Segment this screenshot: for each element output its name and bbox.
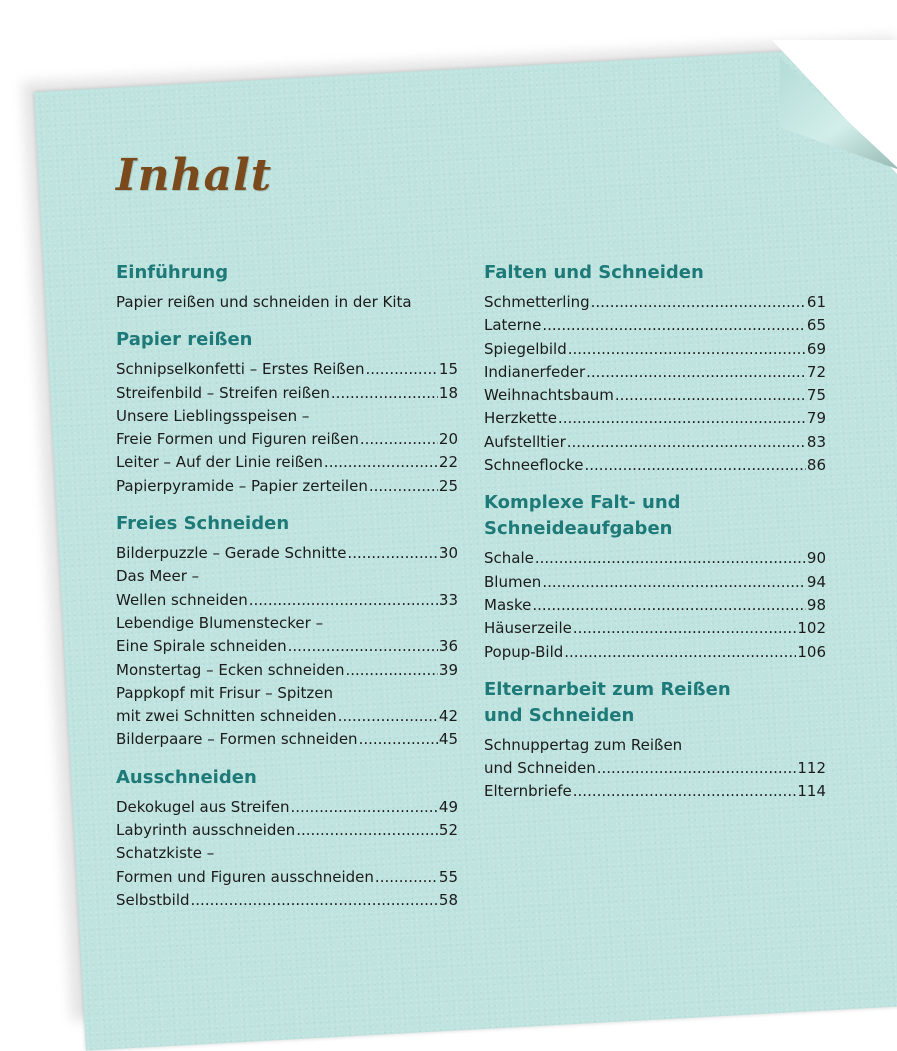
toc-entry[interactable] xyxy=(116,842,458,889)
toc-entry-line xyxy=(116,405,458,428)
section-heading-falten-und-schneiden xyxy=(484,260,826,286)
dot-leader xyxy=(532,594,806,617)
toc-entry-line xyxy=(116,728,458,751)
toc-page-number: 55 xyxy=(438,867,458,886)
section-heading-freies-schneiden xyxy=(116,511,458,537)
toc-entry-line xyxy=(116,589,458,612)
toc-page-number: 98 xyxy=(806,595,826,614)
toc-entry[interactable] xyxy=(116,659,458,682)
toc-page-number: 33 xyxy=(438,590,458,609)
toc-entry-title: Häuserzeile xyxy=(484,619,572,638)
toc-entry[interactable] xyxy=(116,682,458,729)
section-heading-line: Falten und Schneiden xyxy=(484,262,704,283)
dot-leader xyxy=(585,454,806,477)
toc-right-column xyxy=(484,260,826,804)
toc-entry[interactable] xyxy=(484,361,826,384)
toc-entry-title: und Schneiden xyxy=(484,759,596,778)
toc-entry-title: Eine Spirale schneiden xyxy=(116,637,287,656)
toc-entry[interactable] xyxy=(484,780,826,803)
dot-leader xyxy=(564,641,796,664)
toc-entry[interactable] xyxy=(116,542,458,565)
section-heading-line: Papier reißen xyxy=(116,329,253,351)
toc-entry-title: Popup-Bild xyxy=(484,642,564,661)
toc-entry-title: Schatzkiste – xyxy=(116,844,215,863)
toc-entry-line xyxy=(116,796,458,819)
toc-entry[interactable] xyxy=(484,617,826,640)
toc-entry-line xyxy=(484,617,826,640)
toc-entry-line xyxy=(484,594,826,617)
dot-leader xyxy=(375,866,438,889)
toc-entry-line xyxy=(116,565,458,588)
toc-entry[interactable] xyxy=(116,819,458,842)
toc-entry-title: Streifenbild – Streifen reißen xyxy=(116,383,330,402)
toc-entry-line xyxy=(116,635,458,658)
toc-entry-line xyxy=(484,291,826,314)
toc-entry[interactable] xyxy=(116,291,458,314)
toc-entry-title: Leiter – Auf der Linie reißen xyxy=(116,453,323,472)
dot-leader xyxy=(568,338,806,361)
toc-entry-line xyxy=(484,571,826,594)
dot-leader xyxy=(347,542,437,565)
toc-entry-title: Dekokugel aus Streifen xyxy=(116,797,290,816)
section-heading-line: Freies Schneiden xyxy=(116,513,290,535)
toc-entry-title: mit zwei Schnitten schneiden xyxy=(116,707,337,726)
toc-entry[interactable] xyxy=(116,889,458,912)
toc-page-number: 72 xyxy=(806,362,826,381)
toc-entry[interactable] xyxy=(116,475,458,498)
toc-page-number: 45 xyxy=(438,730,458,749)
dot-leader xyxy=(331,382,438,405)
toc-entry-title: Blumen xyxy=(484,572,542,591)
toc-entry[interactable] xyxy=(484,571,826,594)
toc-entry-title: Schale xyxy=(484,549,534,568)
toc-page-number: 112 xyxy=(797,759,826,778)
dot-leader xyxy=(535,547,806,570)
dot-leader xyxy=(542,314,806,337)
toc-entry-title: Wellen schneiden xyxy=(116,590,248,609)
toc-entry-line xyxy=(484,454,826,477)
dot-leader xyxy=(290,796,437,819)
toc-entry-line xyxy=(484,361,826,384)
toc-entry-title: Bilderpuzzle – Gerade Schnitte xyxy=(116,544,347,563)
toc-entry-title: Schmetterling xyxy=(484,293,590,311)
toc-entry-line xyxy=(484,431,826,454)
dot-leader xyxy=(324,451,438,474)
toc-entry-title: Formen und Figuren ausschneiden xyxy=(116,867,374,886)
toc-entry-title: Bilderpaare – Formen schneiden xyxy=(116,730,358,749)
toc-page-number: 69 xyxy=(806,339,826,358)
toc-entry[interactable] xyxy=(116,612,458,659)
toc-entry-line xyxy=(484,384,826,407)
dot-leader xyxy=(567,431,806,454)
toc-entry-title: Indianerfeder xyxy=(484,362,586,381)
toc-entry[interactable] xyxy=(484,594,826,617)
toc-entry[interactable] xyxy=(116,451,458,474)
toc-entry-line xyxy=(116,889,458,912)
toc-entry-title: Maske xyxy=(484,595,532,614)
dot-leader xyxy=(615,384,806,407)
toc-page-number: 42 xyxy=(438,707,458,726)
toc-page-number: 25 xyxy=(438,476,458,495)
section-heading-line: Schneideaufgaben xyxy=(484,518,673,540)
toc-entry-line xyxy=(484,314,826,337)
toc-entry[interactable] xyxy=(484,454,826,477)
toc-entry[interactable] xyxy=(484,384,826,407)
section-spacer xyxy=(116,314,458,327)
toc-entry-title: Aufstelltier xyxy=(484,432,566,451)
toc-entry-title: Spiegelbild xyxy=(484,339,567,358)
toc-entry-title: Laterne xyxy=(484,316,542,335)
toc-page-number: 30 xyxy=(438,544,458,563)
toc-entry[interactable] xyxy=(116,796,458,819)
toc-entry-title: Unsere Lieblingsspeisen – xyxy=(116,406,310,425)
dot-leader xyxy=(542,571,806,594)
toc-entry-title: Freie Formen und Figuren reißen xyxy=(116,430,359,449)
toc-entry-line xyxy=(116,682,458,705)
toc-entry-title: Schneeflocke xyxy=(484,456,584,475)
toc-page-number: 61 xyxy=(806,293,826,311)
dot-leader xyxy=(338,705,438,728)
toc-entry-line xyxy=(116,819,458,842)
dot-leader xyxy=(288,635,438,658)
toc-entry-title: Schnuppertag zum Reißen xyxy=(484,735,683,754)
toc-entry[interactable] xyxy=(484,431,826,454)
toc-entry[interactable] xyxy=(116,565,458,612)
toc-entry-line xyxy=(116,428,458,451)
toc-entry-line xyxy=(116,291,458,314)
dot-leader xyxy=(365,358,437,381)
toc-entry-line xyxy=(484,780,826,803)
toc-entry-line xyxy=(484,407,826,430)
toc-entry-line xyxy=(116,382,458,405)
section-heading-line: Elternarbeit zum Reißen xyxy=(484,678,731,700)
toc-entry-title: Labyrinth ausschneiden xyxy=(116,821,296,840)
toc-entry[interactable] xyxy=(116,358,458,381)
toc-page-number: 39 xyxy=(438,660,458,679)
toc-entry-line xyxy=(484,757,826,780)
dot-leader xyxy=(597,757,797,780)
toc-page-number: 90 xyxy=(806,549,826,568)
dot-leader xyxy=(369,475,438,498)
toc-entry[interactable] xyxy=(116,728,458,751)
toc-page-number: 15 xyxy=(438,360,458,379)
section-spacer xyxy=(116,498,458,511)
section-spacer xyxy=(484,477,826,490)
dot-leader xyxy=(249,589,438,612)
toc-entry-line xyxy=(484,734,826,757)
section-heading-einfuehrung xyxy=(116,260,458,286)
toc-entry-title: Lebendige Blumenstecker – xyxy=(116,613,324,632)
toc-entry-title: Monstertag – Ecken schneiden xyxy=(116,660,345,679)
toc-page-number: 52 xyxy=(438,821,458,840)
dot-leader xyxy=(191,889,438,912)
toc-page-number: 22 xyxy=(438,453,458,472)
dot-leader xyxy=(586,361,806,384)
toc-entry-line xyxy=(484,641,826,664)
toc-page-number: 75 xyxy=(806,386,826,405)
toc-entry-title: Schnipselkonfetti – Erstes Reißen xyxy=(116,360,365,379)
toc-entry-title: Papier reißen und schneiden in der Kita xyxy=(116,293,412,311)
toc-entry-line xyxy=(116,659,458,682)
toc-entry-line xyxy=(116,542,458,565)
dot-leader xyxy=(558,407,806,430)
toc-page-number: 18 xyxy=(438,383,458,402)
toc-entry[interactable] xyxy=(484,338,826,361)
toc-entry-line xyxy=(116,358,458,381)
toc-entry-line xyxy=(484,338,826,361)
toc-entry-title: Weihnachtsbaum xyxy=(484,386,614,405)
section-heading-elternarbeit-zum-reissen xyxy=(484,677,826,729)
toc-page-number: 36 xyxy=(438,637,458,656)
section-heading-ausschneiden xyxy=(116,765,458,791)
toc-entry-title: Selbstbild xyxy=(116,890,190,909)
toc-entry-title: Pappkopf mit Frisur – Spitzen xyxy=(116,683,334,702)
section-spacer xyxy=(116,752,458,765)
section-heading-line: Einführung xyxy=(116,262,229,283)
toc-page-number: 83 xyxy=(806,432,826,451)
dot-leader xyxy=(573,617,797,640)
toc-entry[interactable] xyxy=(484,314,826,337)
toc-page-number: 49 xyxy=(438,797,458,816)
toc-page-number: 86 xyxy=(806,456,826,475)
section-heading-papier-reissen xyxy=(116,327,458,353)
dot-leader xyxy=(359,728,438,751)
toc-left-column xyxy=(116,260,458,912)
toc-entry-line xyxy=(116,451,458,474)
section-heading-line: und Schneiden xyxy=(484,704,635,726)
dot-leader xyxy=(573,780,797,803)
toc-page-number: 79 xyxy=(806,409,826,428)
toc-entry-line xyxy=(116,475,458,498)
section-spacer xyxy=(484,664,826,677)
section-heading-komplexe-falt-und xyxy=(484,490,826,542)
toc-page-number: 65 xyxy=(806,316,826,335)
toc-entry[interactable] xyxy=(484,641,826,664)
toc-page-number: 20 xyxy=(438,430,458,449)
toc-entry[interactable] xyxy=(484,407,826,430)
toc-entry-line xyxy=(484,547,826,570)
toc-entry[interactable] xyxy=(484,734,826,781)
toc-page-number: 114 xyxy=(797,782,826,801)
toc-entry[interactable] xyxy=(484,547,826,570)
dot-leader xyxy=(345,659,437,682)
dot-leader xyxy=(296,819,438,842)
toc-page-number: 58 xyxy=(438,890,458,909)
dot-leader xyxy=(591,291,806,314)
toc-entry-line xyxy=(116,842,458,865)
toc-entry-line xyxy=(116,705,458,728)
section-heading-line: Komplexe Falt- und xyxy=(484,492,681,514)
toc-page-number: 102 xyxy=(797,619,826,638)
toc-entry[interactable] xyxy=(484,291,826,314)
dot-leader xyxy=(360,428,438,451)
toc-entry[interactable] xyxy=(116,405,458,452)
section-heading-line: Ausschneiden xyxy=(116,766,257,788)
toc-entry-title: Herzkette xyxy=(484,409,557,428)
toc-page-number: 106 xyxy=(797,642,826,661)
toc-entry-title: Das Meer – xyxy=(116,567,200,586)
toc-page-number: 94 xyxy=(806,572,826,591)
toc-entry[interactable] xyxy=(116,382,458,405)
toc-entry-line xyxy=(116,612,458,635)
page-title: Inhalt xyxy=(116,150,273,201)
toc-entry-title: Elternbriefe xyxy=(484,782,572,801)
toc-entry-title: Papierpyramide – Papier zerteilen xyxy=(116,476,368,495)
toc-entry-line xyxy=(116,866,458,889)
